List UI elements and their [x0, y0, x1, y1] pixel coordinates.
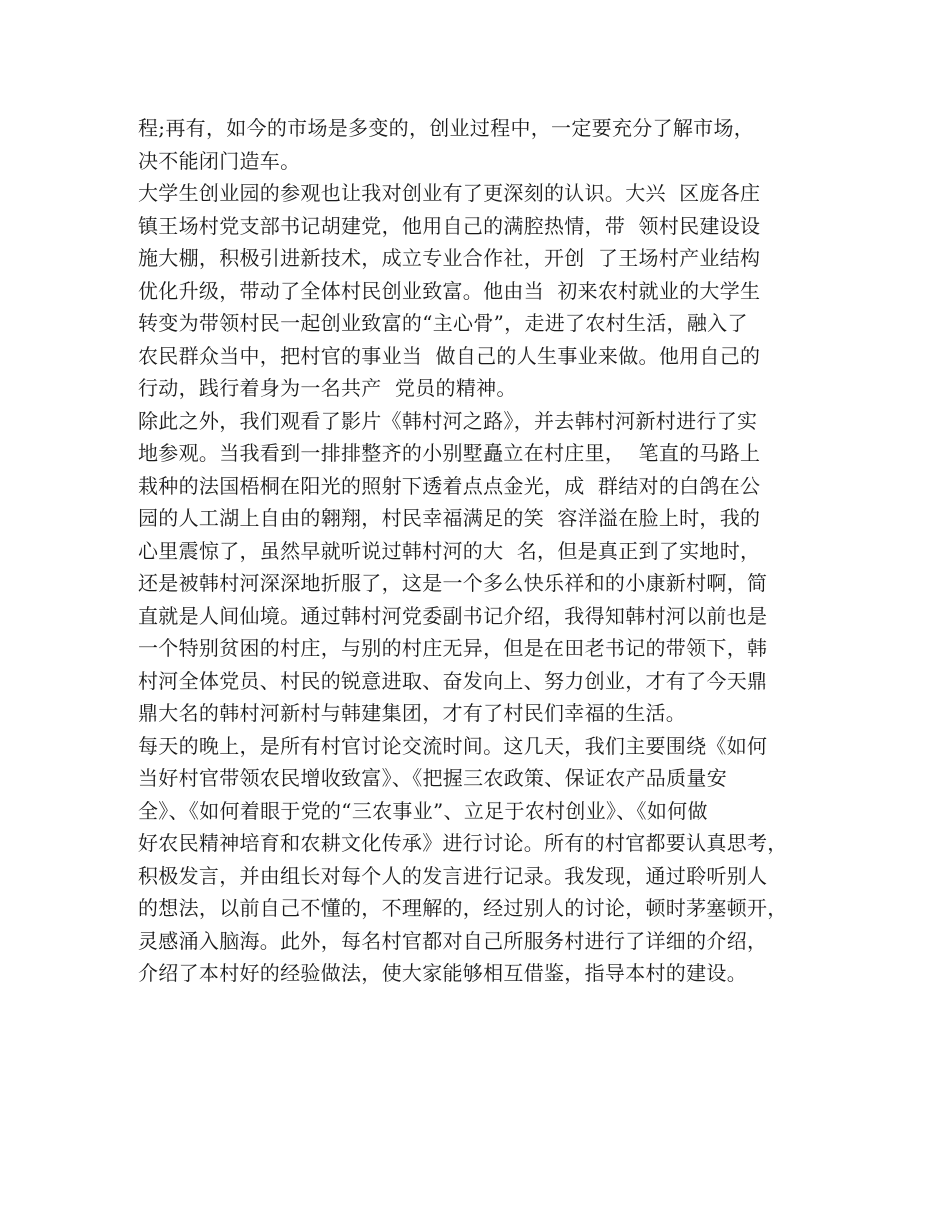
- text-line: 好农民精神培育和农耕文化传承》进行讨论。所有的村官都要认真思考，: [138, 831, 788, 855]
- text-line: 积极发言，并由组长对每个人的发言进行记录。我发现，通过聆听别人: [138, 863, 768, 888]
- text-line: 除此之外，我们观看了影片《韩村河之路》，并去韩村河新村进行了实: [138, 408, 758, 433]
- text-line: 大学生创业园的参观也让我对创业有了更深刻的认识。大兴 区庞各庄: [138, 181, 761, 205]
- text-line: 园的人工湖上自由的翱翔，村民幸福满足的笑 容洋溢在脸上时，我的: [138, 506, 761, 530]
- text-line: 栽种的法国梧桐在阳光的照射下透着点点金光，成 群结对的白鸽在公: [138, 473, 761, 498]
- text-line: 施大棚，积极引进新技术，成立专业合作社，开创 了王场村产业结构: [138, 246, 761, 270]
- text-line: 优化升级，带动了全体村民创业致富。他由当 初来农村就业的大学生: [138, 278, 761, 303]
- text-line: 直就是人间仙境。通过韩村河党委副书记介绍，我得知韩村河以前也是: [138, 603, 768, 628]
- document-page: [138, 112, 838, 990]
- text-line: 一个特别贫困的村庄，与别的村庄无异，但是在田老书记的带领下，韩: [138, 636, 768, 660]
- text-line: 心里震惊了，虽然早就听说过韩村河的大 名，但是真正到了实地时，: [138, 538, 761, 563]
- text-line: 村河全体党员、村民的锐意进取、奋发向上、努力创业，才有了今天鼎: [138, 668, 768, 693]
- text-line: 全》、《如何着眼于党的“三农事业”、立足于农村创业》、《如何做: [138, 798, 708, 823]
- text-line: 鼎大名的韩村河新村与韩建集团，才有了村民们幸福的生活。: [138, 701, 687, 725]
- text-line: 当好村官带领农民增收致富》、《把握三农政策、保证农产品质量安: [138, 766, 727, 790]
- text-line: 灵感涌入脑海。此外，每名村官都对自己所服务村进行了详细的介绍，: [138, 928, 768, 953]
- text-line: 介绍了本村好的经验做法，使大家能够相互借鉴，指导本村的建设。: [138, 961, 747, 985]
- text-line: 还是被韩村河深深地折服了，这是一个多么快乐祥和的小康新村啊，简: [138, 571, 768, 595]
- text-line: 地参观。当我看到一排排整齐的小别墅矗立在村庄里， 笔直的马路上: [138, 441, 761, 465]
- text-line: 农民群众当中，把村官的事业当 做自己的人生事业来做。他用自己的: [138, 343, 761, 368]
- text-line: 转变为带领村民一起创业致富的“主心骨”，走进了农村生活，融入了: [138, 311, 748, 335]
- text-line: 程;再有，如今的市场是多变的，创业过程中，一定要充分了解市场，: [138, 116, 755, 140]
- text-line: 的想法，以前自己不懂的，不理解的，经过别人的讨论，顿时茅塞顿开，: [138, 896, 788, 920]
- text-line: 决不能闭门造车。: [138, 148, 301, 173]
- text-line: 行动，践行着身为一名共产 党员的精神。: [138, 376, 517, 400]
- text-line: 每天的晚上，是所有村官讨论交流时间。这几天，我们主要围绕《如何: [138, 733, 768, 758]
- text-line: 镇王场村党支部书记胡建党，他用自己的满腔热情，带 领村民建设设: [138, 213, 761, 238]
